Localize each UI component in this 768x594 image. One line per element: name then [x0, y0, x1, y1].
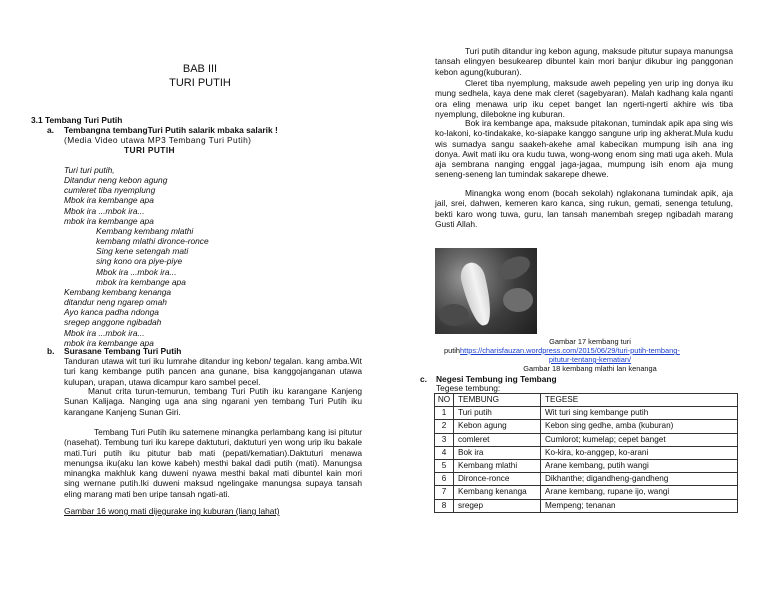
row-number: 8	[435, 499, 454, 512]
lyric-line: Mbok ira ...mbok ira...	[64, 205, 145, 216]
row-number: 2	[435, 420, 454, 433]
lyric-line: sregep anggone ngibadah	[64, 317, 162, 328]
lyric-line: mbok ira kembange apa	[96, 276, 186, 287]
table-row	[435, 499, 738, 512]
item-b-marker: b.	[47, 346, 55, 356]
row-tembung: Dironce-ronce	[454, 473, 541, 486]
paragraph-r1: Turi putih ditandur ing kebon agung, maksude pitutur supaya manungsa tansah elingyen besukearep dibuntel kain mori banjur dikubur ing panggonan kebon agung(kuburan).	[435, 46, 733, 77]
lyric-line: Mbok ira ...mbok ira...	[96, 266, 177, 277]
row-tegese: Arane kembang, putih wangi	[541, 459, 738, 472]
figure-16-caption: Gambar 16 wong mati dijegurake ing kuburan (liang lahat)	[64, 506, 280, 516]
paragraph-r4: Minangka wong enom (bocah sekolah) nglakonana tumindak apik, aja jail, srei, dahwen, kemeren karo kanca, sing rukun, gemati, senenga tetulung, bekti karo wong tuwa, guru, lan tansah manembah sregep ngibadah marang Gusti Allah.	[435, 188, 733, 229]
item-a-subtitle: (Media Video utawa MP3 Tembang Turi Putih)	[64, 135, 252, 145]
table-header-row	[435, 394, 738, 407]
figure-17-caption: Gambar 17 kembang turi	[549, 337, 631, 346]
lyric-line: Mbok ira ...mbok ira...	[64, 327, 145, 338]
lyric-line: cumleret tiba nyemplung	[64, 185, 156, 196]
figure-17-caption-prefix: putih	[444, 346, 461, 355]
row-number: 3	[435, 433, 454, 446]
row-tembung: sregep	[454, 499, 541, 512]
row-number: 1	[435, 407, 454, 420]
lyric-line: Mbok ira kembange apa	[64, 195, 154, 206]
paragraph-b1: Tanduran utawa wit turi iku lumrahe ditandur ing kebon/ tegalan. kang amba.Wit turi kang kembange putih pancen ana gunane, bisa kanggojanganan utawa kulupan, urapan, utawa dicampur karo sambel pecel.	[64, 356, 362, 387]
chapter-title: TURI PUTIH	[169, 76, 231, 89]
word-meaning-table	[434, 393, 738, 513]
row-number: 7	[435, 486, 454, 499]
table-row	[435, 433, 738, 446]
lyric-line: Sing kene setengah mati	[96, 246, 189, 257]
lyric-line: mbok ira kembange apa	[64, 337, 154, 348]
row-number: 5	[435, 459, 454, 472]
row-tembung: comleret	[454, 433, 541, 446]
column-header-tegese: TEGESE	[541, 394, 738, 407]
row-number: 4	[435, 446, 454, 459]
paragraph-b3: Tembang Turi Putih iku satemene minangka perlambang kang isi pitutur (nasehat). Tembung turi iku karepe daktuturi, daktuturi yen wong urip iku bakale mati.Turi putih iku pitutur bab mati (pepati/kematian).Daktuturi menawa menungsa iku(aku lan kowe kabeh) mesthi bakal dadi putih (mati). Manungsa minangka makhluk kang duweni nyawa mesthi bakal mati dibuntel kain mori sing wernane putih.Iki duweni maksud ngelingake manungsa supaya tansah eling marang mati ben uripe tansah ngati-ati.	[64, 427, 362, 499]
paragraph-r2: Cleret tiba nyemplung, maksude aweh pepeling yen urip ing donya iku mung sedhela, kaya dene mak cleret (sagebyaran). Malah kadhang kala nganti ora eling menawa urip iku cepet banget lan ngerti-ngerti akhire wis tiba nyemplung, dilebokne ing kuburan.	[435, 78, 733, 119]
lyric-line: ditandur neng ngarep omah	[64, 297, 167, 308]
chapter-number: BAB III	[182, 63, 218, 75]
lyric-line: Ditandur neng kebon agung	[64, 175, 168, 186]
row-tembung: Kembang kenanga	[454, 486, 541, 499]
row-tembung: Kembang mlathi	[454, 459, 541, 472]
section-heading: 3.1 Tembang Turi Putih	[31, 115, 123, 125]
source-link[interactable]: https://charisfauzan.wordpress.com/2015/06/29/turi-putih-tembang-	[460, 346, 680, 355]
item-c-title: Negesi Tembung ing Tembang	[436, 374, 557, 384]
row-tegese: Ko-kira, ko-anggep, ko-arani	[541, 446, 738, 459]
source-link-continued[interactable]: pitutur-tentang-kematian/	[548, 355, 632, 364]
lyric-line: mbok ira kembange apa	[64, 215, 154, 226]
column-header-no: NO	[435, 394, 454, 407]
item-a-title: Tembangna tembangTuri Putih salarik mbaka salarik !	[64, 125, 278, 135]
figure-18-caption: Gambar 18 kembang mlathi lan kenanga	[523, 364, 657, 373]
row-tegese: Mempeng; tenanan	[541, 499, 738, 512]
turi-flower-photo	[435, 248, 537, 334]
paragraph-r3: Bok ira kembange apa, maksude pitakonan, tumindak apik apa sing wis ko-lakoni, ko-tindakake, ko-siapake kanggo sangune urip ing akherat.Mula kudu wis sumadya sangu saakeh-akehe amal kabecikan mumpung isih ana ing donya. Awit mati iku ora kudu tuwa, wong-wong enom sing mati uga akeh. Mula aja sembrana nanging enggal jaga-jagaa, mumpung isih enom aja mung seneng-seneng lan tumindak sakarepe dhewe.	[435, 118, 733, 180]
item-c-marker: c.	[420, 374, 427, 384]
lyric-line: Turi turi putih,	[64, 165, 115, 175]
lyric-line: Ayo kanca padha ndonga	[64, 307, 159, 318]
row-tegese: Cumlorot; kumelap; cepet banget	[541, 433, 738, 446]
table-row	[435, 420, 738, 433]
item-b-title: Surasane Tembang Turi Putih	[64, 346, 182, 356]
row-tegese: Dikhanthe; digandheng-gandheng	[541, 473, 738, 486]
paragraph-b2: Manut crita turun-temurun, tembang Turi Putih iku karangane Kanjeng Sunan Kalijaga. Nanging uga ana sing ngarani yen tembang Turi Putih iku karangane Kanjeng Sunan Giri.	[64, 386, 362, 417]
table-row	[435, 407, 738, 420]
lyric-line: kembang mlathi dironce-ronce	[96, 236, 209, 247]
song-lyrics	[64, 165, 324, 348]
row-tembung: Turi putih	[454, 407, 541, 420]
tegese-label: Tegese tembung:	[436, 383, 501, 393]
table-row	[435, 459, 738, 472]
row-number: 6	[435, 473, 454, 486]
row-tegese: Wit turi sing kembange putih	[541, 407, 738, 420]
item-a-marker: a.	[47, 125, 54, 135]
table-row	[435, 486, 738, 499]
table-row	[435, 446, 738, 459]
table-row	[435, 473, 738, 486]
row-tegese: Arane kembang, rupane ijo, wangi	[541, 486, 738, 499]
row-tembung: Bok ira	[454, 446, 541, 459]
song-title: TURI PUTIH	[124, 145, 175, 155]
row-tembung: Kebon agung	[454, 420, 541, 433]
column-header-tembung: TEMBUNG	[454, 394, 541, 407]
lyric-line: Kembang kembang kenanga	[64, 286, 172, 297]
row-tegese: Kebon sing gedhe, amba (kuburan)	[541, 420, 738, 433]
lyric-line: Kembang kembang mlathi	[96, 225, 194, 236]
lyric-line: sing kono ora piye-piye	[96, 256, 183, 267]
